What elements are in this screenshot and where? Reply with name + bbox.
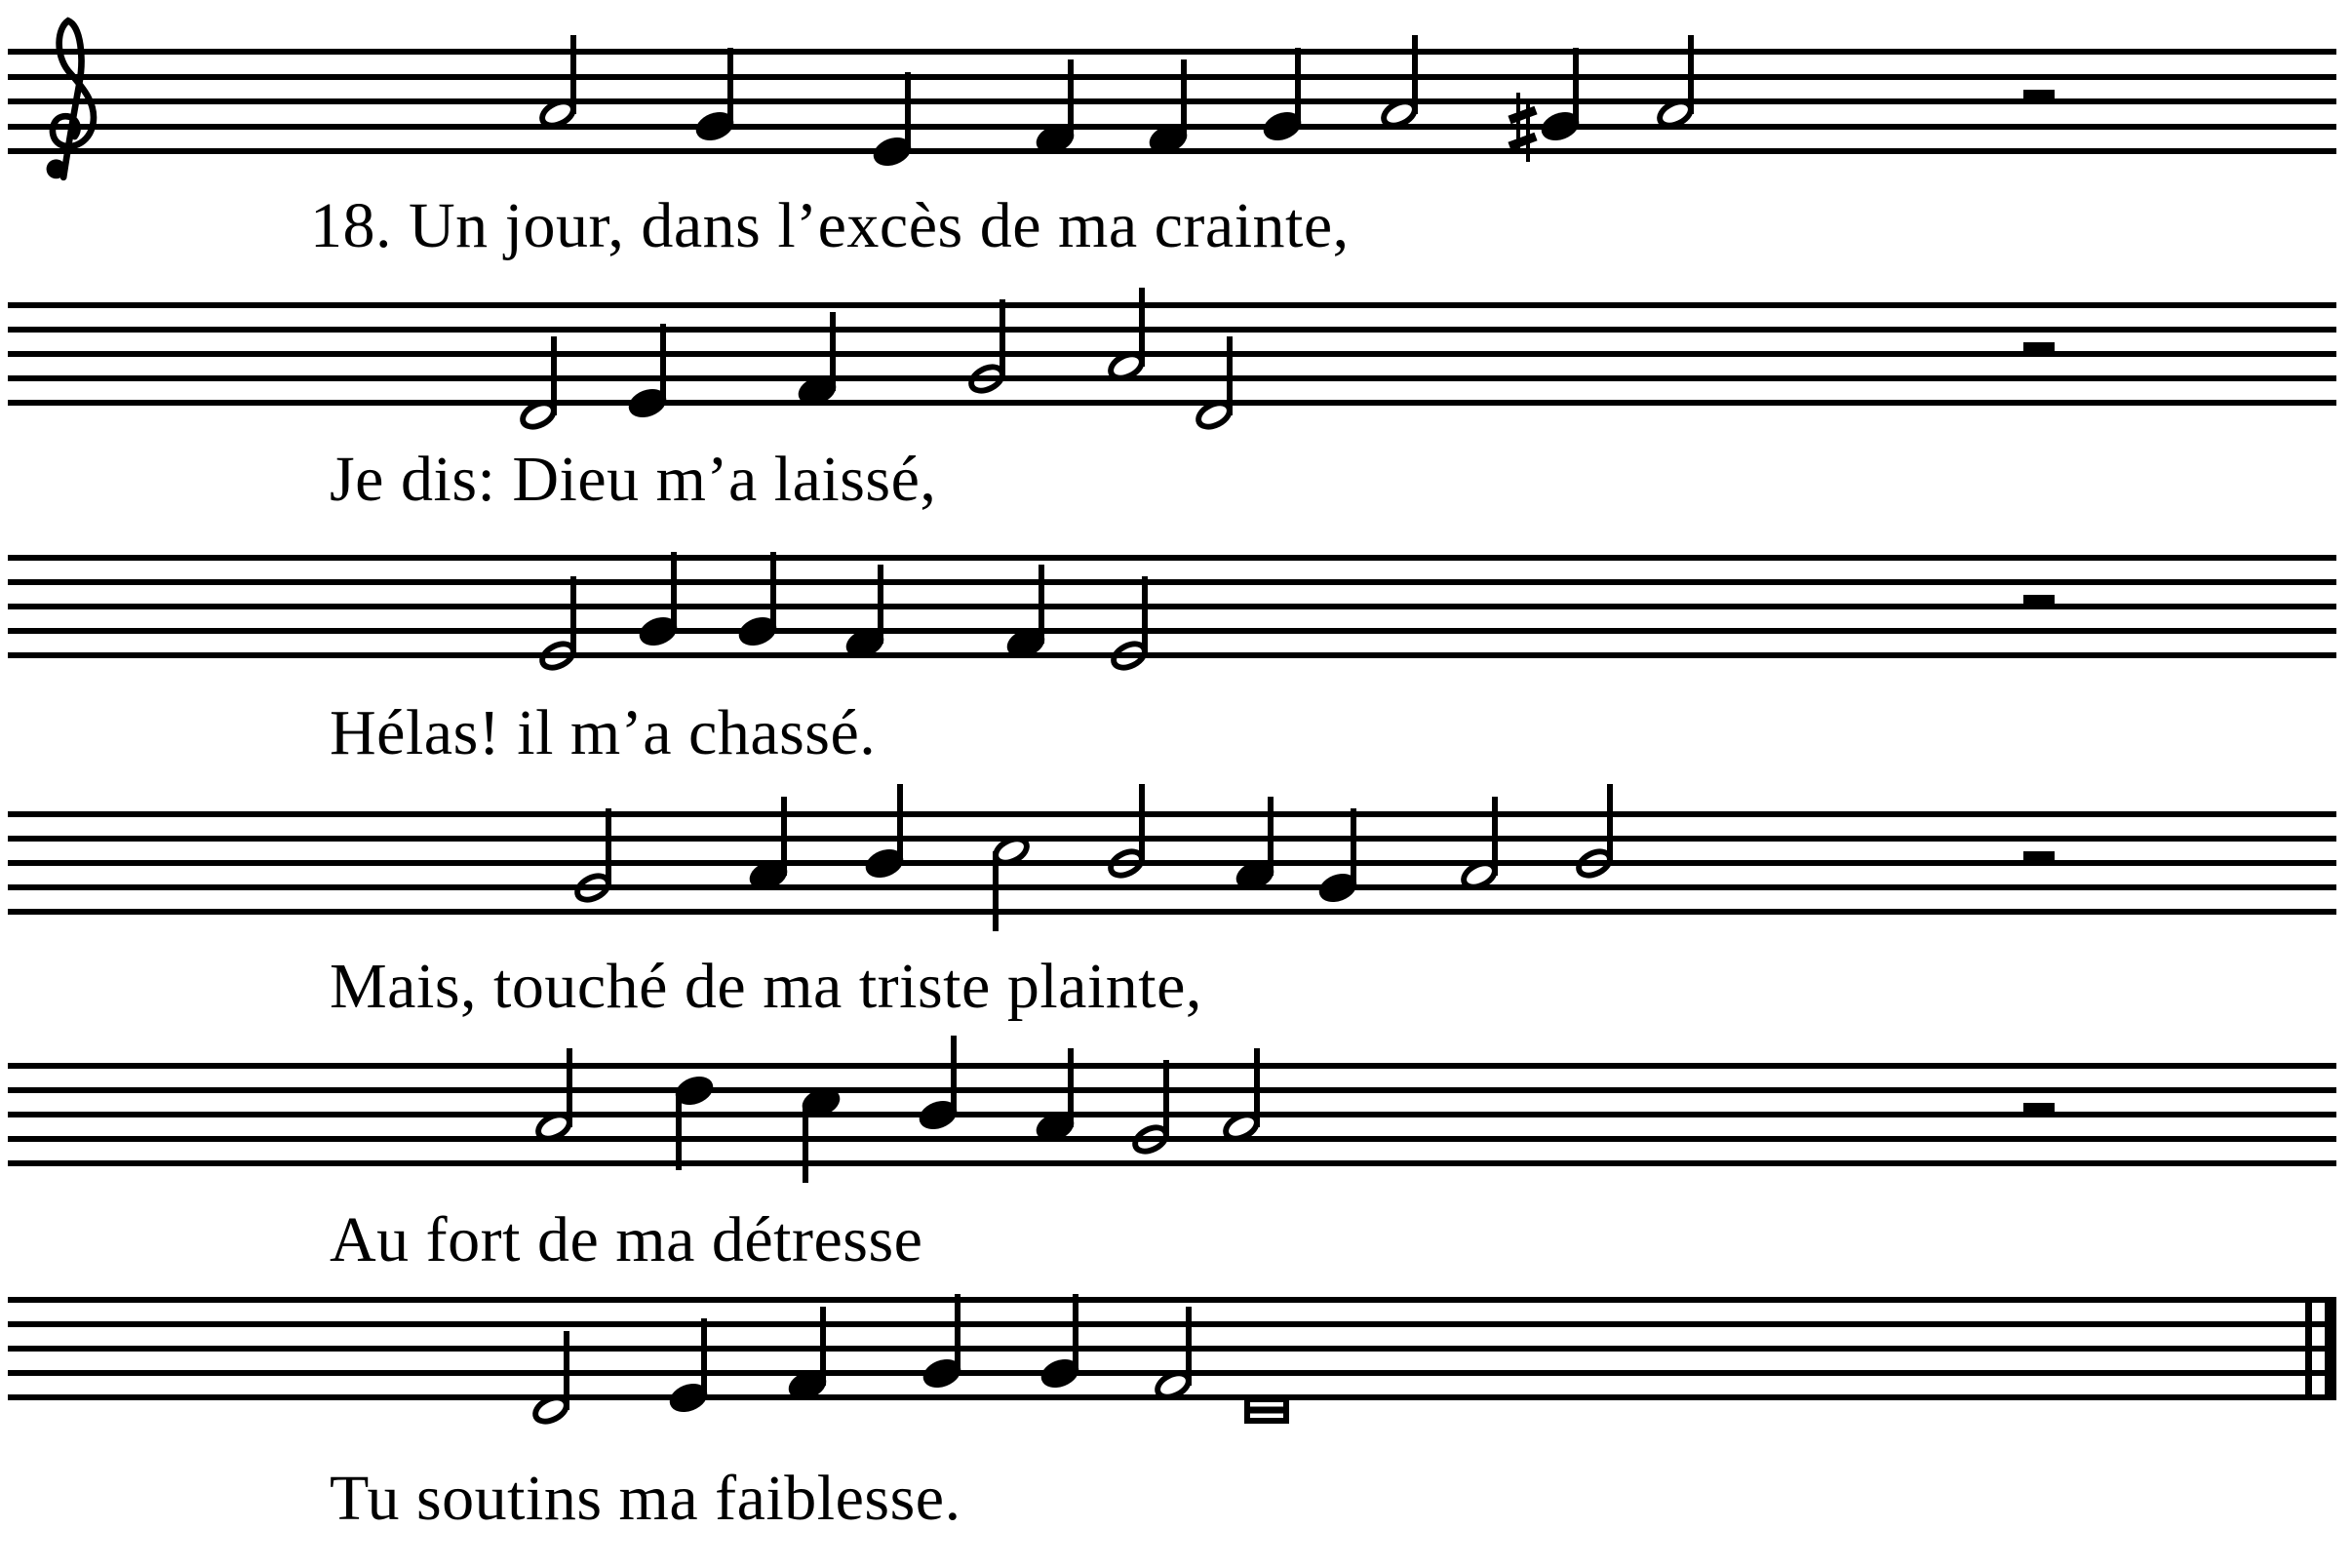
treble-clef-icon: [20, 8, 113, 193]
staff-line: [8, 375, 2336, 381]
staff-line: [8, 1112, 2336, 1117]
staff-line: [8, 74, 2336, 80]
staff-line: [8, 604, 2336, 609]
staff-line: [8, 327, 2336, 333]
lyric-line-3: Hélas! il m’a chassé.: [330, 697, 877, 768]
whole-rest: [2023, 1103, 2055, 1115]
staff-line: [8, 555, 2336, 561]
final-barline-thick: [2325, 1297, 2336, 1400]
staff-line: [8, 400, 2336, 406]
lyric-line-2: Je dis: Dieu m’a laissé,: [330, 444, 937, 515]
sharp-sign: [1508, 90, 1537, 164]
staff-line: [8, 1346, 2336, 1352]
staff-line: [8, 1321, 2336, 1327]
whole-rest: [2023, 90, 2055, 101]
staff-line: [8, 49, 2336, 55]
whole-rest: [2023, 851, 2055, 863]
staff-line: [8, 98, 2336, 104]
lyric-line-5: Au fort de ma détresse: [330, 1204, 923, 1275]
whole-rest: [2023, 342, 2055, 354]
staff-line: [8, 909, 2336, 915]
breve-note: [1244, 1396, 1289, 1424]
staff-line: [8, 860, 2336, 866]
staff-line: [8, 811, 2336, 817]
staff-line: [8, 628, 2336, 634]
staff-line: [8, 884, 2336, 890]
staff-line: [8, 1136, 2336, 1142]
lyric-line-6: Tu soutins ma faiblesse.: [330, 1463, 961, 1534]
staff-line: [8, 1063, 2336, 1069]
staff-line: [8, 579, 2336, 585]
lyric-line-1: 18. Un jour, dans l’excès de ma crainte,: [310, 190, 1350, 261]
lyric-line-4: Mais, touché de ma triste plainte,: [330, 951, 1202, 1022]
staff-line: [8, 302, 2336, 308]
staff-line: [8, 351, 2336, 357]
staff-line: [8, 1160, 2336, 1166]
staff-line: [8, 1087, 2336, 1093]
whole-rest: [2023, 595, 2055, 607]
staff-line: [8, 836, 2336, 842]
final-barline-thin: [2305, 1297, 2312, 1400]
staff-line: [8, 652, 2336, 658]
staff-line: [8, 1297, 2336, 1303]
